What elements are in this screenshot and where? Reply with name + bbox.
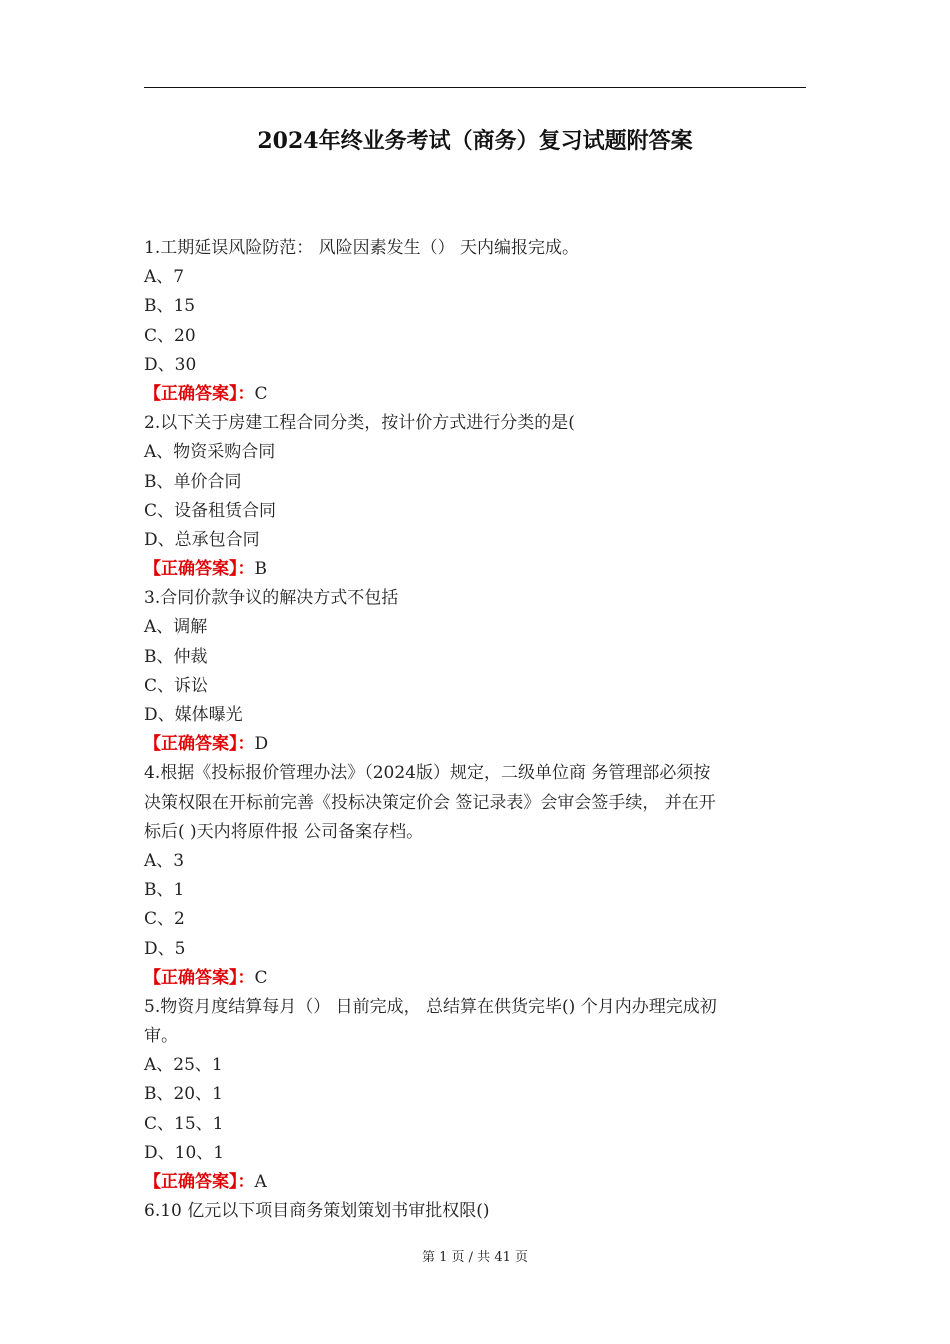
option-d: D、5 <box>144 938 186 959</box>
option-d: D、30 <box>144 354 197 375</box>
answer-label: 【正确答案】： <box>144 734 255 755</box>
option-b: B、单价合同 <box>144 471 242 492</box>
option-b: B、15 <box>144 296 196 317</box>
question-stem: 6.10 亿元以下项目商务策划策划书审批权限() <box>144 1201 490 1222</box>
correct-answer <box>144 1168 806 1197</box>
question-stem-line: 标后( )天内将原件报 公司备案存档。 <box>144 821 424 842</box>
option-a: A、调解 <box>144 617 208 638</box>
option-d: D、10、1 <box>144 1142 225 1163</box>
answer-label: 【正确答案】： <box>144 967 255 988</box>
option-a: A、物资采购合同 <box>144 442 276 463</box>
option-c: C、2 <box>144 909 185 930</box>
correct-answer <box>144 730 806 759</box>
question-stem: 1.工期延误风险防范： 风险因素发生（） 天内编报完成。 <box>144 238 580 258</box>
question-stem-line: 决策权限在开标前完善《投标决策定价会 签记录表》会审会签手续， 并在开 <box>144 792 716 813</box>
question-stem: 2.以下关于房建工程合同分类，按计价方式进行分类的是( <box>144 413 575 434</box>
answer-label: 【正确答案】： <box>144 383 255 404</box>
answer-value: C <box>254 383 268 404</box>
answer-value: B <box>254 559 267 580</box>
question-stem-line: 4.根据《投标报价管理办法》（2024版）规定，二级单位商 务管理部必须按 <box>144 763 711 784</box>
question-stem-line: 审。 <box>144 1026 178 1047</box>
answer-value: D <box>254 734 269 755</box>
correct-answer <box>144 380 806 409</box>
answer-label: 【正确答案】： <box>144 559 255 580</box>
option-d: D、总承包合同 <box>144 529 260 550</box>
option-c: C、15、1 <box>144 1113 224 1134</box>
option-b: B、1 <box>144 880 185 901</box>
option-b: B、20、1 <box>144 1084 223 1105</box>
option-a: A、7 <box>144 267 185 288</box>
option-c: C、20 <box>144 325 196 346</box>
answer-value: C <box>254 967 268 988</box>
option-c: C、设备租赁合同 <box>144 500 277 521</box>
page-footer: 第 1 页 / 共 41 页 <box>422 1250 528 1265</box>
document-title: 2024年终业务考试（商务）复习试题附答案 <box>257 128 693 154</box>
option-a: A、25、1 <box>144 1055 223 1076</box>
question-stem-line: 5.物资月度结算每月（） 日前完成， 总结算在供货完毕() 个月内办理完成初 <box>144 996 717 1017</box>
option-c: C、诉讼 <box>144 675 209 696</box>
option-b: B、仲裁 <box>144 646 208 667</box>
correct-answer <box>144 555 806 584</box>
option-a: A、3 <box>144 850 185 871</box>
header-rule <box>144 87 806 88</box>
question-stem: 3.合同价款争议的解决方式不包括 <box>144 588 399 609</box>
correct-answer <box>144 964 806 993</box>
question-list <box>144 234 806 1226</box>
option-d: D、媒体曝光 <box>144 705 243 725</box>
answer-value: A <box>254 1172 267 1192</box>
answer-label: 【正确答案】： <box>144 1172 255 1192</box>
